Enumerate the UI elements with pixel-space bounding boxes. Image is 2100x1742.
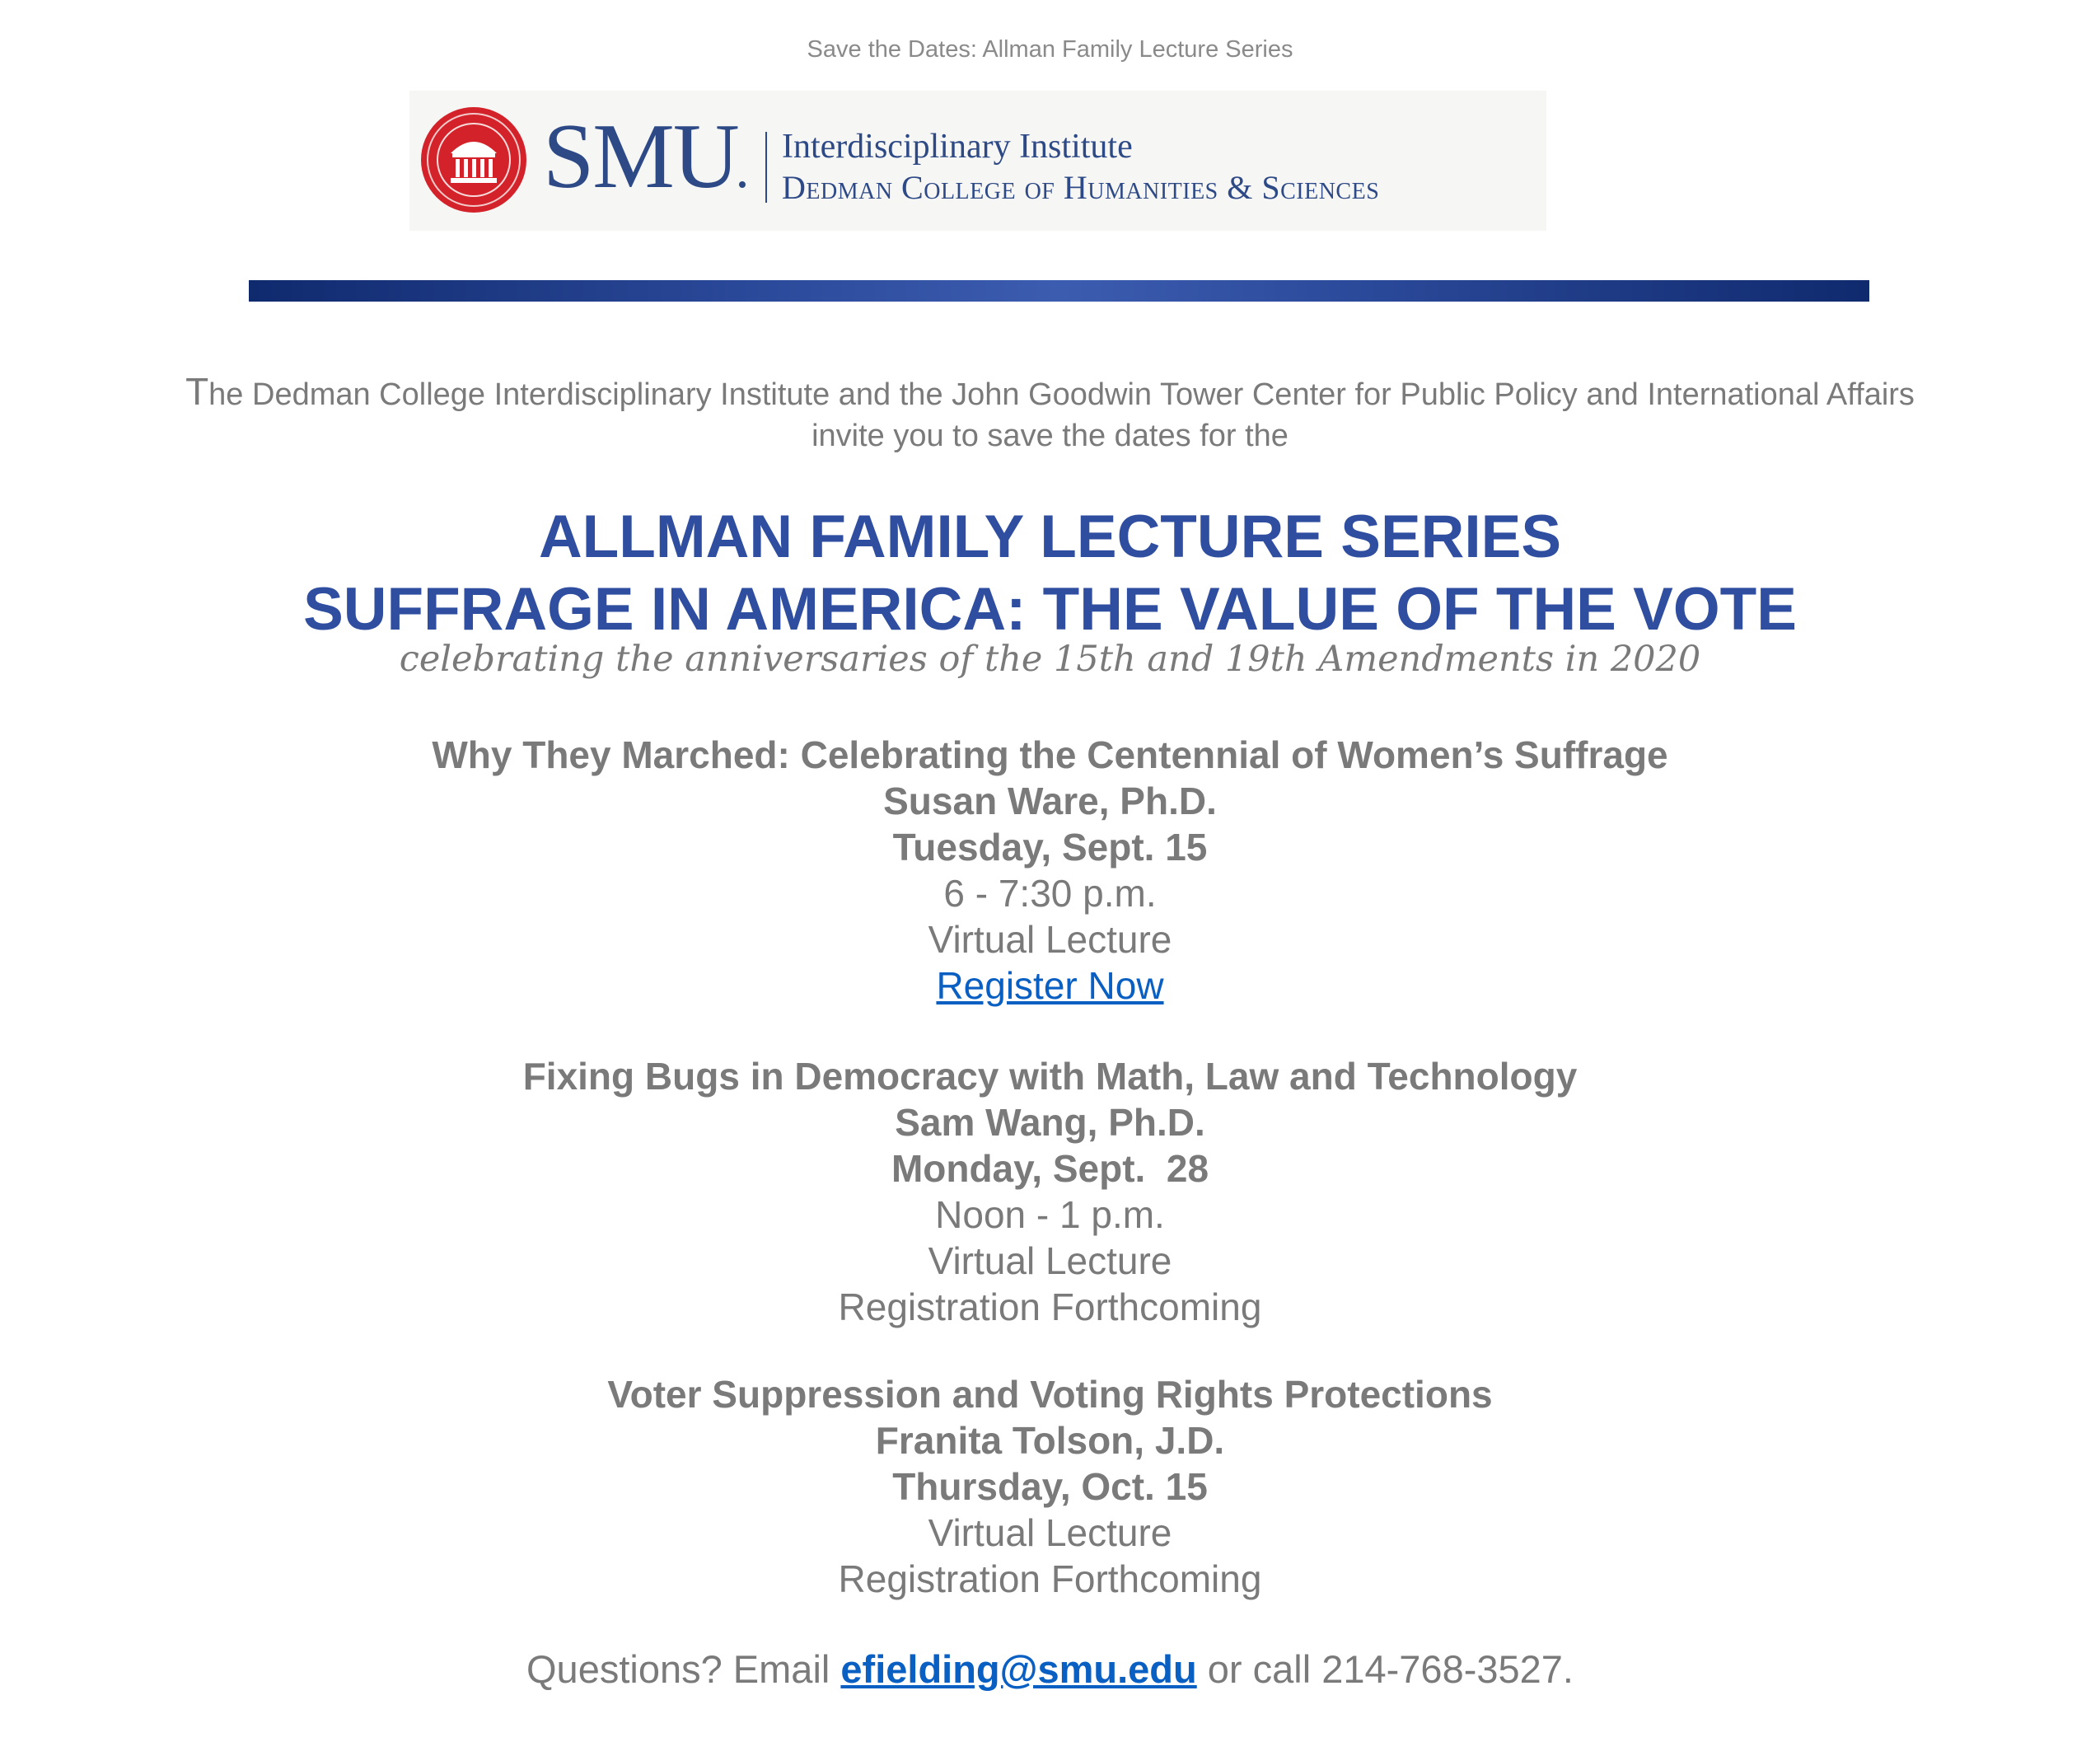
intro-line2: invite you to save the dates for the [811, 419, 1289, 453]
event-format: Virtual Lecture [928, 1239, 1172, 1282]
event-time: Noon - 1 p.m. [935, 1193, 1165, 1236]
smu-logo-banner [409, 91, 1546, 231]
event-1 [0, 732, 2100, 1009]
event-date: Tuesday, Sept. 15 [892, 826, 1208, 869]
logo-college-name: Dedman College of Humanities & Sciences [782, 169, 1380, 206]
logo-institute-name: Interdisciplinary Institute [782, 128, 1133, 166]
contact-line [0, 1646, 2100, 1693]
smu-wordmark: SMU [543, 105, 738, 208]
header-divider-bar [249, 280, 1869, 302]
event-time: 6 - 7:30 p.m. [943, 872, 1157, 915]
wordmark-dot [739, 181, 746, 188]
register-now-link[interactable]: Register Now [936, 964, 1164, 1007]
intro-paragraph [0, 371, 2100, 457]
event-speaker: Susan Ware, Ph.D. [883, 780, 1217, 822]
event-title: Voter Suppression and Voting Rights Protections [607, 1373, 1493, 1416]
series-heading [0, 501, 2100, 646]
event-3 [0, 1371, 2100, 1602]
event-registration-status: Registration Forthcoming [838, 1285, 1262, 1328]
smu-seal-icon [419, 105, 528, 214]
series-title-line2: SUFFRAGE IN AMERICA: THE VALUE OF THE VOTE [303, 576, 1797, 643]
intro-line1: he Dedman College Interdisciplinary Institute and the John Goodwin Tower Center for Public Policy and International Affairs [208, 377, 1915, 412]
contact-prefix: Questions? Email [526, 1647, 841, 1691]
contact-email-link[interactable]: efielding@smu.edu [840, 1647, 1197, 1691]
event-speaker: Franita Tolson, J.D. [875, 1419, 1225, 1462]
event-speaker: Sam Wang, Ph.D. [895, 1101, 1205, 1144]
logo-divider [765, 132, 767, 203]
series-subtitle: celebrating the anniversaries of the 15th and 19th Amendments in 2020 [399, 639, 1701, 680]
contact-suffix: or call 214-768-3527. [1196, 1647, 1574, 1691]
preheader-text: Save the Dates: Allman Family Lecture Series [807, 36, 1293, 63]
event-date: Thursday, Oct. 15 [892, 1465, 1208, 1508]
intro-dropcap: T [185, 370, 209, 413]
event-format: Virtual Lecture [928, 918, 1172, 961]
series-title-line1: ALLMAN FAMILY LECTURE SERIES [538, 503, 1562, 570]
event-2 [0, 1053, 2100, 1330]
event-title: Fixing Bugs in Democracy with Math, Law and Technology [522, 1055, 1578, 1098]
event-format: Virtual Lecture [928, 1511, 1172, 1554]
event-date: Monday, Sept. 28 [891, 1147, 1209, 1190]
event-title: Why They Marched: Celebrating the Centennial of Women’s Suffrage [432, 733, 1668, 776]
event-registration-status: Registration Forthcoming [838, 1557, 1262, 1600]
